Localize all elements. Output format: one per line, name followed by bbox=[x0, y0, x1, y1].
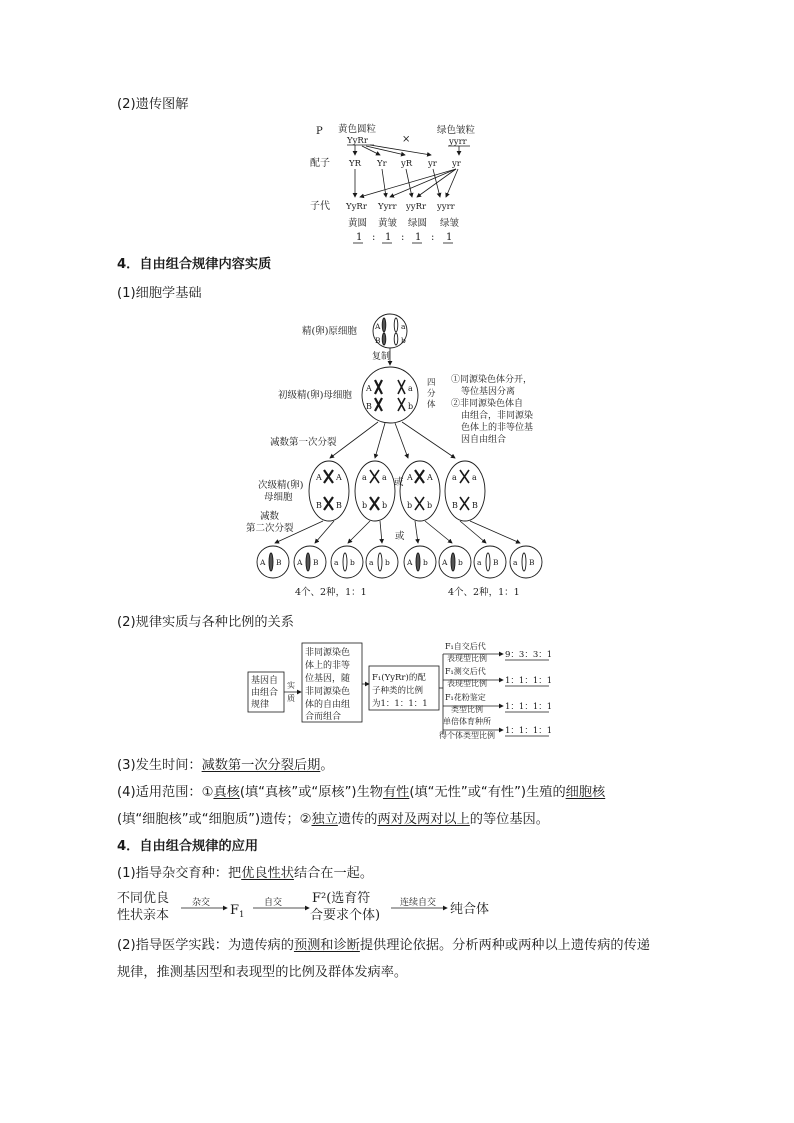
occurrence-time-prefix: (3)发生时间： bbox=[117, 758, 202, 773]
note-line-5: 色体上的非等位基 bbox=[461, 423, 534, 433]
box3-line1: F₁(YyRr)的配 bbox=[372, 673, 426, 683]
step3-label: 连续自交 bbox=[400, 898, 437, 908]
scope-seg: (填“无性”或“有性”)生殖的 bbox=[409, 785, 566, 800]
s1-A: A bbox=[316, 473, 322, 482]
g7-a: a bbox=[477, 558, 482, 567]
s4-B: B bbox=[452, 501, 458, 510]
gamete-Yr: Yr bbox=[377, 159, 387, 169]
medical-seg: (2)指导医学实践：为遗传病的 bbox=[117, 938, 294, 953]
g3-b: b bbox=[350, 558, 355, 567]
scope-answer-sexual: 有性 bbox=[382, 785, 410, 800]
f1-sub: 1 bbox=[239, 910, 245, 920]
f2-line2: 合要求个体) bbox=[310, 908, 381, 923]
scope-seg: (填“真核”或“原核”)生物 bbox=[239, 785, 383, 800]
scope-answer-independent: 独立 bbox=[311, 812, 338, 827]
ratio-3: 1 bbox=[415, 232, 422, 243]
division1-label: 减数第一次分裂 bbox=[270, 437, 337, 448]
s1-B2: B bbox=[336, 501, 342, 510]
gene-b-0: b bbox=[401, 336, 406, 345]
g5-b: b bbox=[423, 558, 428, 567]
parent2-phenotype: 绿色皱粒 bbox=[437, 125, 476, 136]
box2-line6: 合而组合 bbox=[305, 712, 342, 722]
primordial-cell-label: 精(卵)原细胞 bbox=[302, 326, 357, 337]
result-left: 4个、2种，1：1 bbox=[295, 587, 367, 598]
scope-answer-two-pairs: 两对及两对以上 bbox=[377, 812, 470, 827]
division2-label-2: 第二次分裂 bbox=[246, 523, 294, 534]
ratio-2: 1 bbox=[385, 232, 392, 243]
medical-line-2: 规律，推测基因型和表现型的比例及群体发病率。 bbox=[117, 965, 408, 980]
or-label-2: 或 bbox=[395, 531, 405, 542]
s4-a2: a bbox=[472, 473, 477, 482]
occurrence-time-suffix: 。 bbox=[320, 758, 334, 773]
branch-2 bbox=[443, 666, 552, 688]
breeding-flow bbox=[117, 888, 517, 928]
essence-2: 质 bbox=[287, 694, 295, 703]
s2-b2: b bbox=[382, 501, 388, 510]
note-line-6: 因自由组合 bbox=[461, 435, 507, 445]
ratio-4: 1 bbox=[446, 232, 453, 243]
g6-b: b bbox=[458, 558, 463, 567]
offspring-label: 子代 bbox=[310, 201, 330, 212]
division2-label-1: 减数 bbox=[260, 511, 280, 522]
offspring-YyRr: YyRr bbox=[346, 202, 367, 212]
branch1-label2: 表现型比例 bbox=[447, 654, 487, 663]
start-line1: 不同优良 bbox=[117, 891, 170, 906]
scope-line-2 bbox=[117, 811, 549, 829]
box2-line5: 体的自由组 bbox=[305, 700, 351, 710]
s4-a: a bbox=[452, 473, 457, 482]
branch1-label1: F₁自交后代 bbox=[445, 642, 486, 651]
relation-diagram bbox=[245, 638, 555, 748]
gamete-yR: yR bbox=[401, 159, 413, 169]
section-cytology-basis: (1)细胞学基础 bbox=[117, 286, 202, 301]
essence-1: 实 bbox=[287, 681, 295, 690]
breeding-guidance bbox=[117, 865, 373, 883]
gene-B-0: B bbox=[375, 336, 381, 345]
gene-b-1: b bbox=[408, 402, 414, 411]
parent1-genotype: YyRr bbox=[347, 136, 368, 146]
medical-seg: 提供理论依据。分析两种或两种以上遗传病的传递 bbox=[359, 938, 650, 953]
branch2-ratio: 1：1：1：1 bbox=[505, 676, 553, 686]
s4-B2: B bbox=[472, 501, 478, 510]
branch-4 bbox=[439, 716, 552, 740]
heading-applications: 4．自由组合规律的应用 bbox=[117, 839, 259, 854]
medical-answer: 预测和诊断 bbox=[293, 938, 360, 953]
box2-line2: 体上的非等 bbox=[305, 661, 351, 671]
occurrence-time-answer: 减数第一次分裂后期 bbox=[201, 758, 321, 773]
parent1-phenotype: 黄色圆粒 bbox=[338, 124, 377, 135]
tetrad-3: 体 bbox=[427, 400, 436, 410]
g8-a: a bbox=[513, 558, 518, 567]
branch-1 bbox=[443, 641, 552, 663]
secondary-label-1: 次级精(卵) bbox=[258, 480, 304, 491]
parent2-genotype: yyrr bbox=[449, 137, 467, 147]
occurrence-time bbox=[117, 757, 334, 775]
s2-a: a bbox=[362, 473, 367, 482]
gamete-YR: YR bbox=[349, 159, 362, 169]
ratio-sep-3: : bbox=[431, 232, 435, 243]
g3-a: a bbox=[334, 558, 339, 567]
scope-seg: 的等位基因。 bbox=[469, 812, 549, 827]
branch2-label1: F₁测交后代 bbox=[445, 667, 486, 676]
box1-line2: 由组合 bbox=[251, 688, 279, 698]
gamete-label: 配子 bbox=[310, 158, 330, 169]
phenotype-3: 绿圆 bbox=[408, 218, 428, 229]
scope-answer-eukaryote: 真核 bbox=[213, 785, 240, 800]
s3-b: b bbox=[407, 501, 413, 510]
branch1-ratio: 9：3：3：1 bbox=[505, 650, 553, 660]
scope-seg: (4)适用范围：① bbox=[117, 785, 214, 800]
start-line2: 性状亲本 bbox=[117, 908, 170, 923]
branch4-ratio: 1：1：1：1 bbox=[505, 726, 553, 736]
box3-line3: 为1：1：1：1 bbox=[372, 699, 428, 709]
branch3-ratio: 1：1：1：1 bbox=[505, 702, 553, 712]
heading-law-essence: 4．自由组合规律内容实质 bbox=[117, 257, 272, 272]
scope-line-1 bbox=[117, 784, 605, 802]
gene-B-1: B bbox=[366, 402, 372, 411]
ratio-1: 1 bbox=[356, 232, 363, 243]
s3-b2: b bbox=[427, 501, 433, 510]
g5-A: A bbox=[407, 558, 413, 567]
section-genetic-diagram-title: (2)遗传图解 bbox=[117, 97, 189, 112]
gene-A-0: A bbox=[375, 322, 381, 331]
or-label-1: 或 bbox=[394, 477, 404, 488]
step2-label: 自交 bbox=[264, 898, 283, 908]
branch-3 bbox=[443, 692, 552, 714]
phenotype-2: 黄皱 bbox=[378, 218, 398, 229]
s3-A: A bbox=[407, 473, 413, 482]
meiosis-diagram bbox=[230, 305, 560, 600]
phenotype-4: 绿皱 bbox=[440, 218, 460, 229]
p-label: P bbox=[316, 126, 323, 137]
breeding-seg: (1)指导杂交育种：把 bbox=[117, 866, 242, 881]
branch3-label2: 类型比例 bbox=[451, 705, 483, 714]
note-line-3: ②非同源染色体自 bbox=[451, 399, 524, 409]
offspring-yyrr: yyrr bbox=[437, 202, 455, 212]
box1-line3: 规律 bbox=[251, 700, 270, 710]
ratio-sep-2: : bbox=[401, 232, 405, 243]
offspring-Yyrr: Yyrr bbox=[378, 202, 397, 212]
offspring-yyRr: yyRr bbox=[406, 202, 427, 212]
g2-A: A bbox=[297, 558, 303, 567]
g6-A: A bbox=[442, 558, 448, 567]
breeding-answer: 优良性状 bbox=[241, 866, 294, 881]
s3-A2: A bbox=[427, 473, 433, 482]
end-label: 纯合体 bbox=[450, 902, 490, 917]
s1-B: B bbox=[316, 501, 322, 510]
g4-a: a bbox=[369, 558, 374, 567]
gamete-p2-yr: yr bbox=[452, 159, 461, 169]
box1-line1: 基因自 bbox=[251, 676, 279, 686]
f2-line1: F²(选育符 bbox=[312, 891, 371, 906]
cross-sign: × bbox=[402, 134, 411, 145]
tetrad-2: 分 bbox=[427, 389, 436, 399]
tetrad-1: 四 bbox=[427, 378, 436, 388]
box2-line3: 位基因，随 bbox=[305, 674, 351, 684]
phenotype-1: 黄圆 bbox=[348, 218, 368, 229]
gamete-yr: yr bbox=[428, 159, 437, 169]
scope-answer-nucleus: 细胞核 bbox=[565, 785, 606, 800]
replication-label: 复制 bbox=[372, 352, 391, 362]
gene-a-0: a bbox=[401, 322, 406, 331]
branch3-label1: F₁花粉鉴定 bbox=[445, 693, 486, 702]
step1-label: 杂交 bbox=[192, 898, 211, 908]
s2-b: b bbox=[362, 501, 368, 510]
s2-a2: a bbox=[382, 473, 387, 482]
result-right: 4个、2种，1：1 bbox=[448, 587, 520, 598]
gene-A-1: A bbox=[366, 384, 372, 393]
g2-B: B bbox=[313, 558, 319, 567]
g4-b: b bbox=[385, 558, 390, 567]
scope-seg: 遗传的 bbox=[337, 812, 378, 827]
note-line-1: ①同源染色体分开， bbox=[451, 375, 533, 385]
g7-B: B bbox=[493, 558, 499, 567]
box2-line4: 非同源染色 bbox=[305, 687, 351, 697]
ratio-sep-1: : bbox=[372, 232, 376, 243]
g1-A: A bbox=[260, 558, 266, 567]
note-line-4: 由组合，非同源染 bbox=[461, 411, 534, 421]
s1-A2: A bbox=[336, 473, 342, 482]
cross-diagram bbox=[300, 118, 500, 246]
f1-label: F bbox=[230, 903, 240, 918]
section-essence-ratio: (2)规律实质与各种比例的关系 bbox=[117, 615, 294, 630]
secondary-label-2: 母细胞 bbox=[264, 492, 293, 503]
primary-cell-label: 初级精(卵)母细胞 bbox=[278, 390, 352, 401]
medical-line-1 bbox=[117, 937, 650, 955]
box2-line1: 非同源染色 bbox=[305, 648, 351, 658]
g1-B: B bbox=[276, 558, 282, 567]
box3-line2: 子种类的比例 bbox=[372, 686, 424, 696]
breeding-seg: 结合在一起。 bbox=[293, 866, 374, 881]
note-line-2: 等位基因分离 bbox=[461, 387, 516, 397]
branch4-label2: 得个体类型比例 bbox=[439, 731, 495, 740]
branch2-label2: 表现型比例 bbox=[447, 679, 487, 688]
scope-seg: (填“细胞核”或“细胞质”)遗传；② bbox=[117, 812, 312, 827]
g8-B: B bbox=[529, 558, 535, 567]
branch4-label1: 单倍体育种所 bbox=[443, 717, 491, 726]
gene-a-1: a bbox=[408, 384, 413, 393]
